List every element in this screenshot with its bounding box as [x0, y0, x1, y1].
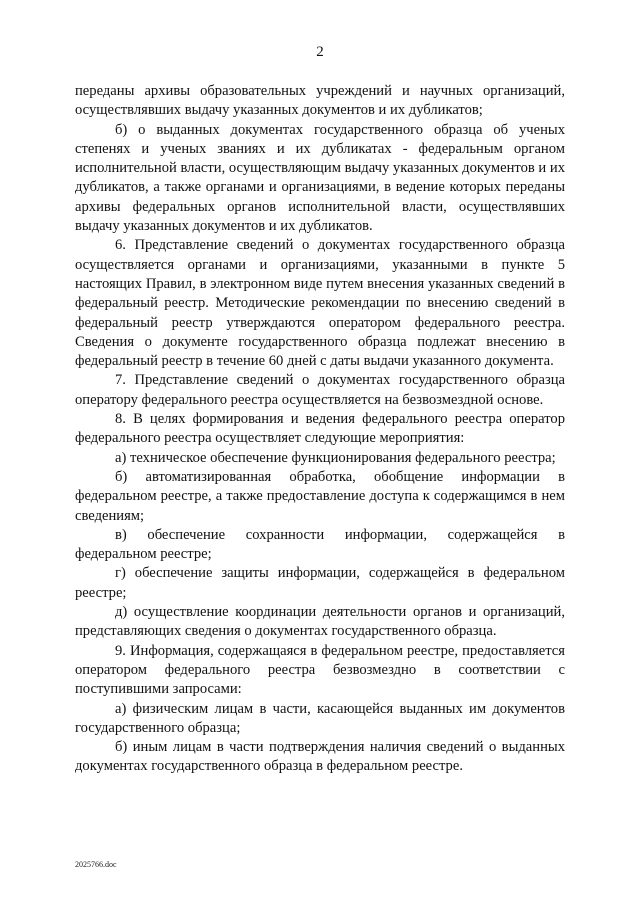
paragraph-9b: б) иным лицам в части подтверждения наличия сведений о выданных документах государственного образца в федеральном реестре.	[75, 739, 565, 775]
paragraph-8d: д) осуществление координации деятельности органов и организаций, представляющих сведения о документах государственного образца.	[75, 604, 565, 640]
paragraph-9: 9. Информация, содержащаяся в федеральном реестре, предоставляется оператором федерального реестра безвозмездно в соответствии с поступившими запросами:	[75, 642, 565, 698]
footer-filename: 2025766.doc	[75, 860, 117, 869]
paragraph-5b: б) о выданных документах государственного образца об ученых степенях и ученых званиях и их дубликатах - федеральным органом исполнительной власти, осуществляющим выдачу указанных документов и их дубликатов, а также органами и организациями, в ведение которых переданы архивы федеральных органов исполнительной власти, осуществлявших выдачу указанных документов и их дубликатов.	[75, 121, 565, 235]
paragraph-8b: б) автоматизированная обработка, обобщение информации в федеральном реестре, а также предоставление доступа к содержащимся в нем сведениям;	[75, 468, 565, 524]
paragraph-continuation: переданы архивы образовательных учреждений и научных организаций, осуществлявших выдачу указанных документов и их дубликатов;	[75, 83, 565, 119]
paragraph-6: 6. Представление сведений о документах государственного образца осуществляется органами и организациями, указанными в пункте 5 настоящих Правил, в электронном виде путем внесения указанных сведений в федеральный реестр. Методические рекомендации по внесению сведений в федеральный реестр утверждаются оператором федерального реестра. Сведения о документе государственного образца подлежат внесению в федеральный реестр в течение 60 дней с даты выдачи указанного документа.	[75, 237, 565, 370]
paragraph-9a: а) физическим лицам в части, касающейся выданных им документов государственного образца;	[75, 700, 565, 736]
paragraph-8g: г) обеспечение защиты информации, содержащейся в федеральном реестре;	[75, 565, 565, 601]
paragraph-8a: а) техническое обеспечение функционирования федерального реестра;	[115, 449, 556, 466]
page-number: 2	[316, 44, 324, 60]
paragraph-7: 7. Представление сведений о документах государственного образца оператору федерального реестра осуществляется на безвозмездной основе.	[75, 372, 565, 408]
paragraph-8: 8. В целях формирования и ведения федерального реестра оператор федерального реестра осуществляет следующие мероприятия:	[75, 411, 565, 447]
document-body	[75, 82, 565, 777]
paragraph-8v: в) обеспечение сохранности информации, содержащейся в федеральном реестре;	[75, 526, 565, 563]
